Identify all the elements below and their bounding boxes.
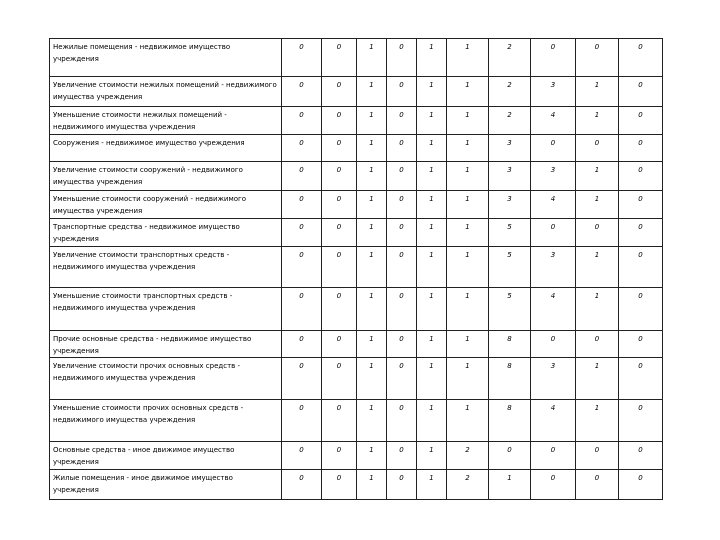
account-code-digit: 1	[357, 135, 387, 162]
account-code-digit: 1	[576, 107, 619, 135]
account-code-digit: 1	[417, 247, 447, 288]
account-code-digit: 0	[619, 162, 663, 191]
account-code-digit: 0	[282, 77, 322, 107]
account-code-digit: 0	[322, 191, 357, 219]
account-code-digit: 0	[282, 288, 322, 331]
account-code-digit: 3	[489, 191, 531, 219]
account-code-digit: 0	[387, 358, 417, 400]
row-label: Прочие основные средства - недвижимое имущество учреждения	[50, 331, 282, 358]
account-code-digit: 1	[357, 247, 387, 288]
account-code-digit: 0	[619, 219, 663, 247]
account-code-digit: 0	[282, 135, 322, 162]
table-row	[50, 442, 663, 470]
account-code-digit: 1	[447, 331, 489, 358]
account-code-digit: 4	[531, 400, 576, 442]
account-code-digit: 1	[576, 191, 619, 219]
account-code-digit: 0	[322, 247, 357, 288]
account-code-digit: 1	[417, 219, 447, 247]
accounts-table-wrapper	[49, 38, 660, 499]
row-label: Жилые помещения - иное движимое имущество учреждения	[50, 470, 282, 500]
account-code-digit: 0	[619, 191, 663, 219]
account-code-digit: 0	[282, 107, 322, 135]
account-code-digit: 1	[447, 135, 489, 162]
account-code-digit: 1	[447, 219, 489, 247]
row-label: Увеличение стоимости сооружений - недвижимого имущества учреждения	[50, 162, 282, 191]
account-code-digit: 2	[447, 442, 489, 470]
account-code-digit: 0	[531, 39, 576, 77]
table-row	[50, 39, 663, 77]
account-code-digit: 0	[619, 39, 663, 77]
table-row	[50, 107, 663, 135]
account-code-digit: 0	[282, 400, 322, 442]
account-code-digit: 1	[576, 288, 619, 331]
account-code-digit: 3	[489, 135, 531, 162]
account-code-digit: 0	[387, 331, 417, 358]
table-row	[50, 191, 663, 219]
account-code-digit: 0	[322, 358, 357, 400]
account-code-digit: 4	[531, 288, 576, 331]
account-code-digit: 0	[576, 470, 619, 500]
table-row	[50, 135, 663, 162]
account-code-digit: 1	[357, 400, 387, 442]
account-code-digit: 1	[417, 107, 447, 135]
account-code-digit: 1	[417, 191, 447, 219]
account-code-digit: 0	[282, 247, 322, 288]
account-code-digit: 0	[619, 77, 663, 107]
account-code-digit: 0	[322, 107, 357, 135]
account-code-digit: 2	[447, 470, 489, 500]
account-code-digit: 4	[531, 107, 576, 135]
account-code-digit: 0	[322, 331, 357, 358]
account-code-digit: 1	[576, 358, 619, 400]
account-code-digit: 1	[417, 162, 447, 191]
account-code-digit: 4	[531, 191, 576, 219]
account-code-digit: 2	[489, 77, 531, 107]
account-code-digit: 1	[357, 288, 387, 331]
account-code-digit: 5	[489, 288, 531, 331]
table-row	[50, 288, 663, 331]
account-code-digit: 0	[576, 331, 619, 358]
account-code-digit: 0	[387, 442, 417, 470]
account-code-digit: 1	[489, 470, 531, 500]
accounts-table-body	[50, 39, 663, 500]
row-label: Нежилые помещения - недвижимое имущество учреждения	[50, 39, 282, 77]
account-code-digit: 1	[357, 77, 387, 107]
account-code-digit: 0	[531, 135, 576, 162]
account-code-digit: 1	[357, 331, 387, 358]
table-row	[50, 400, 663, 442]
account-code-digit: 1	[357, 470, 387, 500]
account-code-digit: 1	[447, 247, 489, 288]
account-code-digit: 0	[576, 39, 619, 77]
table-row	[50, 219, 663, 247]
row-label: Основные средства - иное движимое имущество учреждения	[50, 442, 282, 470]
account-code-digit: 0	[531, 219, 576, 247]
row-label: Сооружения - недвижимое имущество учреждения	[50, 135, 282, 162]
account-code-digit: 1	[357, 358, 387, 400]
table-row	[50, 162, 663, 191]
account-code-digit: 0	[619, 358, 663, 400]
row-label: Уменьшение стоимости прочих основных средств - недвижимого имущества учреждения	[50, 400, 282, 442]
account-code-digit: 1	[417, 77, 447, 107]
account-code-digit: 0	[387, 219, 417, 247]
account-code-digit: 1	[357, 442, 387, 470]
account-code-digit: 0	[489, 442, 531, 470]
account-code-digit: 1	[417, 39, 447, 77]
account-code-digit: 0	[387, 247, 417, 288]
account-code-digit: 0	[619, 400, 663, 442]
account-code-digit: 0	[387, 162, 417, 191]
account-code-digit: 0	[322, 219, 357, 247]
table-row	[50, 331, 663, 358]
account-code-digit: 3	[531, 247, 576, 288]
account-code-digit: 0	[387, 400, 417, 442]
account-code-digit: 1	[417, 135, 447, 162]
account-code-digit: 0	[387, 77, 417, 107]
account-code-digit: 0	[322, 135, 357, 162]
account-code-digit: 3	[531, 162, 576, 191]
account-code-digit: 0	[531, 442, 576, 470]
account-code-digit: 0	[576, 135, 619, 162]
account-code-digit: 0	[387, 107, 417, 135]
table-row	[50, 247, 663, 288]
account-code-digit: 0	[531, 331, 576, 358]
account-code-digit: 0	[322, 162, 357, 191]
account-code-digit: 1	[417, 442, 447, 470]
account-code-digit: 1	[357, 219, 387, 247]
account-code-digit: 3	[531, 77, 576, 107]
account-code-digit: 1	[576, 77, 619, 107]
account-code-digit: 1	[447, 288, 489, 331]
account-code-digit: 3	[531, 358, 576, 400]
account-code-digit: 1	[447, 77, 489, 107]
account-code-digit: 0	[282, 162, 322, 191]
row-label: Уменьшение стоимости сооружений - недвижимого имущества учреждения	[50, 191, 282, 219]
account-code-digit: 1	[417, 470, 447, 500]
account-code-digit: 1	[447, 162, 489, 191]
account-code-digit: 0	[282, 191, 322, 219]
account-code-digit: 0	[576, 219, 619, 247]
account-code-digit: 1	[357, 191, 387, 219]
account-code-digit: 0	[322, 400, 357, 442]
account-code-digit: 1	[357, 162, 387, 191]
account-code-digit: 0	[282, 442, 322, 470]
account-code-digit: 2	[489, 39, 531, 77]
account-code-digit: 5	[489, 219, 531, 247]
account-code-digit: 0	[322, 288, 357, 331]
account-code-digit: 0	[619, 107, 663, 135]
table-row	[50, 470, 663, 500]
account-code-digit: 8	[489, 400, 531, 442]
account-code-digit: 0	[387, 470, 417, 500]
account-code-digit: 0	[282, 219, 322, 247]
account-code-digit: 0	[282, 331, 322, 358]
account-code-digit: 0	[619, 331, 663, 358]
account-code-digit: 0	[322, 442, 357, 470]
account-code-digit: 0	[576, 442, 619, 470]
account-code-digit: 2	[489, 107, 531, 135]
account-code-digit: 0	[619, 470, 663, 500]
account-code-digit: 0	[619, 442, 663, 470]
account-code-digit: 0	[387, 191, 417, 219]
account-code-digit: 1	[576, 400, 619, 442]
row-label: Уменьшение стоимости нежилых помещений - недвижимого имущества учреждения	[50, 107, 282, 135]
row-label: Транспортные средства - недвижимое имущество учреждения	[50, 219, 282, 247]
account-code-digit: 1	[417, 288, 447, 331]
accounts-table	[49, 38, 663, 500]
account-code-digit: 3	[489, 162, 531, 191]
account-code-digit: 1	[417, 358, 447, 400]
account-code-digit: 8	[489, 331, 531, 358]
account-code-digit: 0	[322, 77, 357, 107]
table-row	[50, 77, 663, 107]
account-code-digit: 5	[489, 247, 531, 288]
account-code-digit: 1	[447, 107, 489, 135]
account-code-digit: 1	[417, 400, 447, 442]
account-code-digit: 0	[531, 470, 576, 500]
account-code-digit: 0	[619, 247, 663, 288]
account-code-digit: 0	[619, 288, 663, 331]
row-label: Увеличение стоимости нежилых помещений - недвижимого имущества учреждения	[50, 77, 282, 107]
account-code-digit: 0	[387, 288, 417, 331]
account-code-digit: 0	[282, 470, 322, 500]
account-code-digit: 0	[387, 135, 417, 162]
account-code-digit: 1	[447, 358, 489, 400]
row-label: Уменьшение стоимости транспортных средств - недвижимого имущества учреждения	[50, 288, 282, 331]
row-label: Увеличение стоимости транспортных средств - недвижимого имущества учреждения	[50, 247, 282, 288]
account-code-digit: 1	[357, 39, 387, 77]
table-row	[50, 358, 663, 400]
account-code-digit: 1	[447, 39, 489, 77]
account-code-digit: 1	[576, 247, 619, 288]
account-code-digit: 1	[447, 400, 489, 442]
account-code-digit: 1	[357, 107, 387, 135]
account-code-digit: 1	[576, 162, 619, 191]
account-code-digit: 0	[322, 39, 357, 77]
account-code-digit: 0	[282, 39, 322, 77]
account-code-digit: 0	[282, 358, 322, 400]
account-code-digit: 0	[387, 39, 417, 77]
account-code-digit: 0	[322, 470, 357, 500]
account-code-digit: 0	[619, 135, 663, 162]
account-code-digit: 1	[417, 331, 447, 358]
account-code-digit: 1	[447, 191, 489, 219]
row-label: Увеличение стоимости прочих основных средств - недвижимого имущества учреждения	[50, 358, 282, 400]
account-code-digit: 8	[489, 358, 531, 400]
